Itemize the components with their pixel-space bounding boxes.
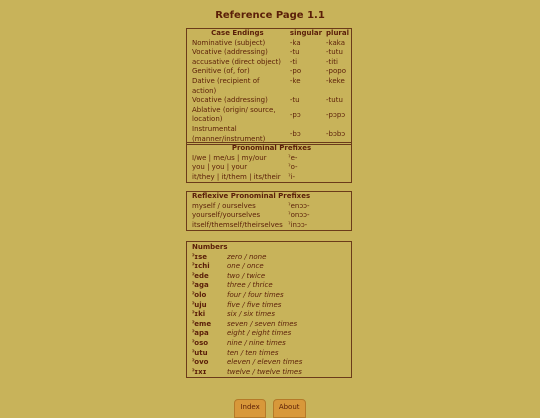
case-singular: -tu (289, 96, 300, 105)
case-plural: -bɔbɔ (326, 129, 346, 138)
case-plural: -titi (326, 57, 338, 66)
table-row (187, 39, 351, 49)
page-title: Reference Page 1.1 (215, 10, 325, 21)
number-word: ˀɪxɪ (192, 367, 207, 376)
number-meaning: eleven / eleven times (227, 358, 303, 367)
prefix-label: you | you | your (192, 163, 248, 172)
reflexive-label: myself / ourselves (192, 201, 256, 210)
number-meaning: five / five times (227, 300, 282, 309)
case-plural: -tutu (326, 96, 343, 105)
case-label: Vocative (addressing) (192, 96, 268, 105)
number-word: ˀoso (192, 338, 209, 347)
number-meaning: four / four times (227, 290, 284, 299)
table-row (187, 368, 351, 378)
case-plural: -kaka (326, 38, 345, 47)
case-singular: -tu (289, 48, 300, 57)
table-row (187, 358, 351, 368)
case-label: Instrumental (manner/instrument) (192, 124, 266, 143)
table-row (187, 48, 351, 58)
pronominal-header: Pronominal Prefixes (231, 144, 312, 152)
case-endings-table (186, 28, 352, 145)
number-meaning: zero / none (227, 252, 267, 261)
prefix-value: ˀe- (288, 153, 298, 162)
number-word: ˀolo (192, 290, 207, 299)
table-row (187, 310, 351, 320)
number-word: ˀovo (192, 358, 209, 367)
case-singular: -ti (289, 57, 298, 66)
table-row (187, 58, 351, 68)
case-plural: -pɔpɔ (326, 110, 346, 119)
number-meaning: three / thrice (227, 281, 273, 290)
case-label: Genitive (of, for) (192, 67, 250, 76)
reflexive-label: itself/themself/theirselves (192, 220, 283, 229)
number-word: ˀeme (192, 319, 212, 328)
table-row (187, 221, 351, 231)
number-word: ˀaga (192, 281, 209, 290)
pronominal-prefixes-table (186, 142, 352, 183)
case-singular: -ke (289, 76, 301, 85)
table-row (187, 262, 351, 272)
about-link[interactable]: About (273, 399, 306, 418)
reflexive-prefixes-table (186, 191, 352, 231)
case-plural: -tutu (326, 48, 343, 57)
case-label: Vocative (addressing) (192, 48, 268, 57)
number-word: ˀutu (192, 348, 208, 357)
reflexive-value: ˀonɔɔ- (288, 211, 310, 220)
table-row (187, 77, 351, 96)
number-word: ˀede (192, 271, 209, 280)
case-label: Ablative (origin/ source, location) (192, 105, 276, 124)
number-word: ˀɪse (192, 252, 208, 261)
number-meaning: eight / eight times (227, 329, 292, 338)
numbers-table (186, 241, 352, 378)
table-row (187, 67, 351, 77)
reflexive-label: yourself/yourselves (192, 211, 261, 220)
prefix-value: ˀo- (288, 163, 298, 172)
number-word: ˀɪki (192, 310, 206, 319)
table-row (187, 154, 351, 164)
number-meaning: two / twice (227, 271, 266, 280)
plural-header: plural (326, 29, 349, 37)
number-meaning: six / six times (227, 310, 275, 319)
number-word: ˀuju (192, 300, 207, 309)
table-row (187, 96, 351, 106)
table-row (187, 202, 351, 212)
table-row (187, 272, 351, 282)
nav-bar (0, 394, 540, 418)
prefix-value: ˀi- (288, 172, 296, 181)
number-word: ˀɪchi (192, 262, 210, 271)
table-row (187, 106, 351, 125)
reflexive-header: Reflexive Pronominal Prefixes (192, 192, 311, 200)
case-singular: -po (289, 67, 302, 76)
case-plural: -keke (326, 76, 345, 85)
case-singular: -bɔ (289, 129, 301, 138)
case-plural: -popo (326, 67, 347, 76)
case-label: Nominative (subject) (192, 38, 266, 47)
case-label: Dative (recipient of action) (192, 76, 260, 95)
case-singular: -ka (289, 38, 301, 47)
case-label: accusative (direct object) (192, 57, 281, 66)
prefix-label: I/we | me/us | my/our (192, 153, 267, 162)
singular-header: singular (289, 29, 323, 37)
table-row (187, 320, 351, 330)
reflexive-value: ˀenɔɔ- (288, 201, 310, 210)
number-meaning: ten / ten times (227, 348, 279, 357)
table-row (187, 211, 351, 221)
prefix-label: it/they | it/them | its/their (192, 172, 281, 181)
table-row (187, 163, 351, 173)
index-link[interactable]: Index (234, 399, 265, 418)
table-row (187, 349, 351, 359)
case-singular: -pɔ (289, 110, 301, 119)
table-row (187, 301, 351, 311)
table-row (187, 173, 351, 183)
table-row (187, 281, 351, 291)
reflexive-value: ˀinɔɔ- (288, 220, 308, 229)
table-row (187, 339, 351, 349)
number-meaning: one / once (227, 262, 264, 271)
table-row (187, 329, 351, 339)
numbers-header: Numbers (192, 243, 228, 251)
table-row (187, 253, 351, 263)
table-row (187, 291, 351, 301)
number-word: ˀapa (192, 329, 209, 338)
number-meaning: twelve / twelve times (227, 367, 302, 376)
number-meaning: seven / seven times (227, 319, 298, 328)
case-endings-header: Case Endings (211, 29, 264, 37)
number-meaning: nine / nine times (227, 338, 286, 347)
